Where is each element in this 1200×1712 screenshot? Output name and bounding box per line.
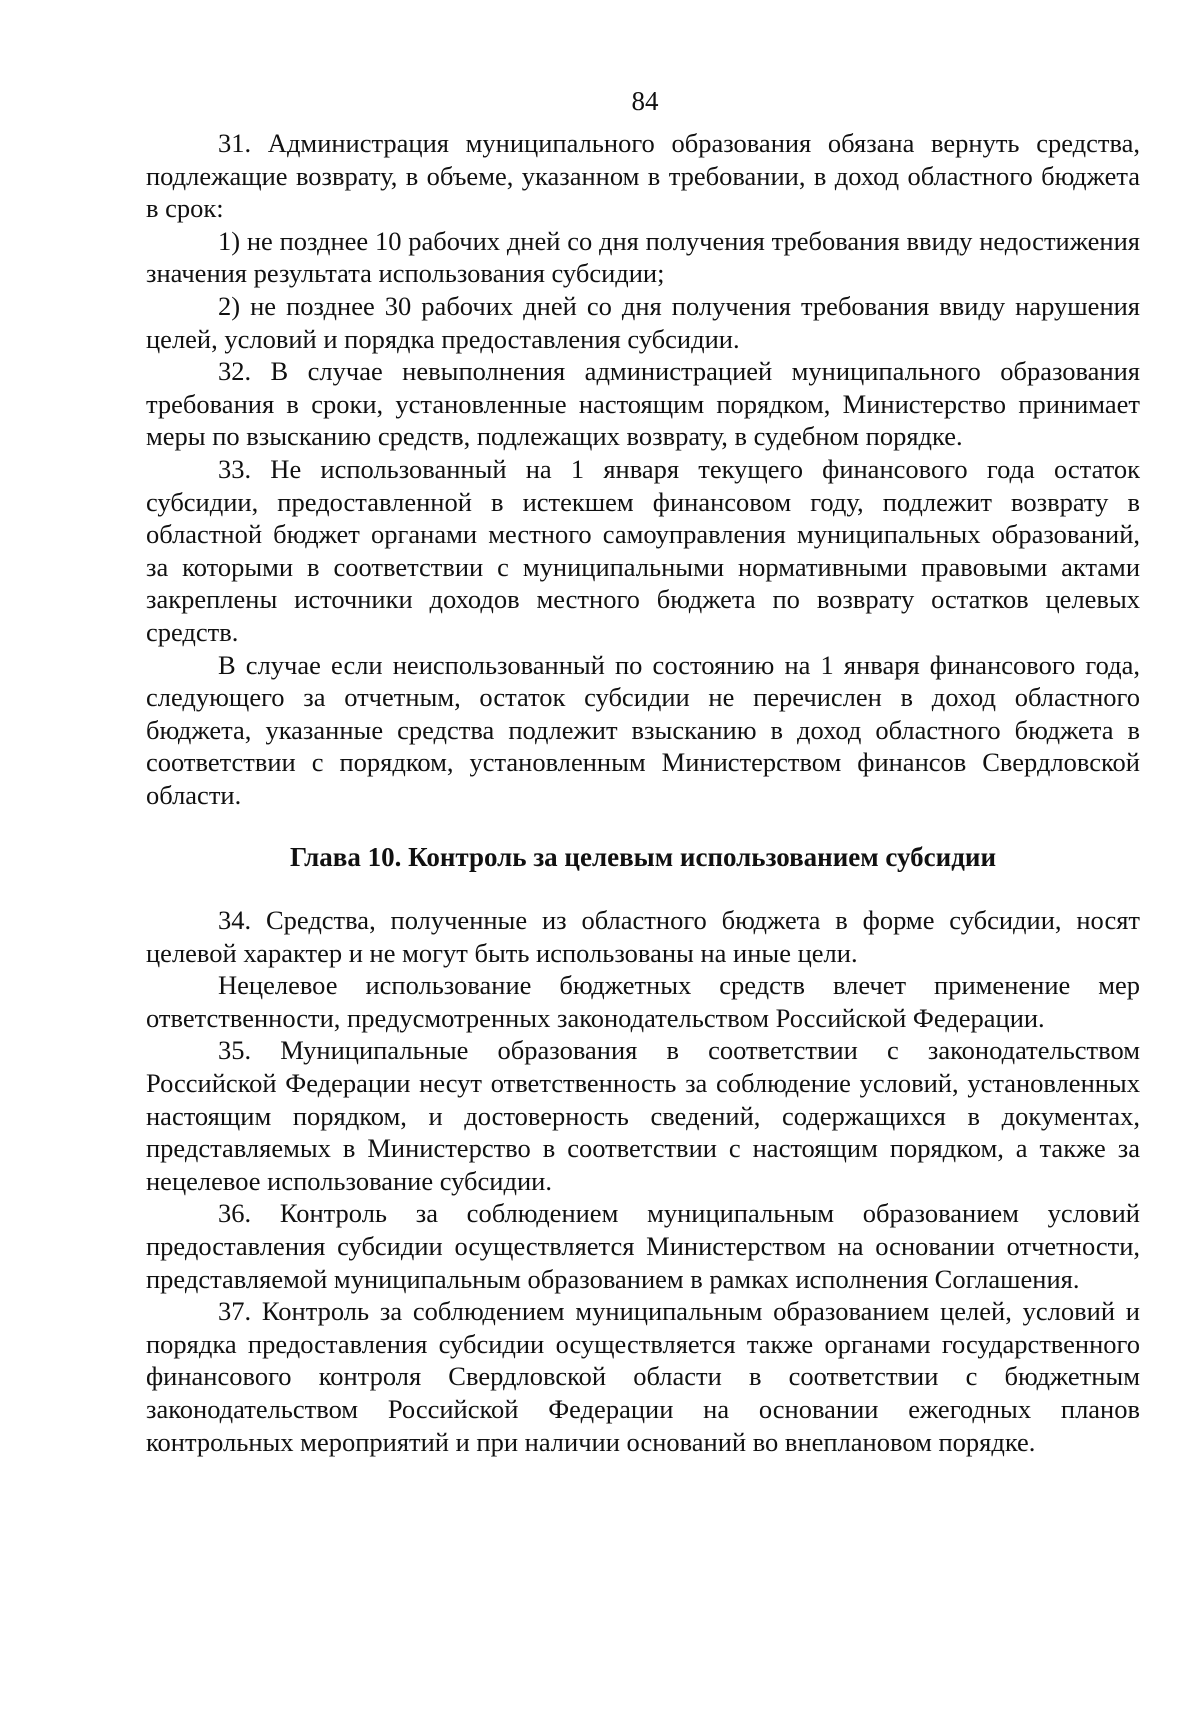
chapter-heading: Глава 10. Контроль за целевым использованием субсидии: [290, 842, 996, 873]
paragraph-32: 32. В случае невыполнения администрацией муниципального образования требования в сроки, установленные настоящим порядком, Министерство принимает меры по взысканию средств, подлежащих возврату, в судебном порядке.: [146, 356, 1140, 452]
paragraph-37: 37. Контроль за соблюдением муниципальным образованием целей, условий и порядка предоставления субсидии осуществляется также органами государственного финансового контроля Свердловской области в соответствии с бюджетным законодательством Российской Федерации на основании ежегодных планов контрольных мероприятий и при наличии оснований во внеплановом порядке.: [146, 1296, 1140, 1457]
paragraph-31: 31. Администрация муниципального образования обязана вернуть средства, подлежащие возврату, в объеме, указанном в требовании, в доход областного бюджета в срок:: [146, 128, 1140, 224]
page-number: 84: [631, 86, 659, 116]
paragraph-31-item-1: 1) не позднее 10 рабочих дней со дня получения требования ввиду недостижения значения результата использования субсидии;: [146, 225, 1140, 289]
paragraph-31-item-2: 2) не позднее 30 рабочих дней со дня получения требования ввиду нарушения целей, условий и порядка предоставления субсидии.: [146, 290, 1140, 354]
paragraph-35: 35. Муниципальные образования в соответствии с законодательством Российской Федерации несут ответственность за соблюдение условий, установленных настоящим порядком, и достоверность сведений, содержащихся в документах, представляемых в Министерство в соответствии с настоящим порядком, а также за нецелевое использование субсидии.: [146, 1035, 1140, 1196]
paragraph-33: 33. Не использованный на 1 января текущего финансового года остаток субсидии, предоставленной в истекшем финансовом году, подлежит возврату в областной бюджет органами местного самоуправления муниципальных образований, за которыми в соответствии с муниципальными нормативными правовыми актами закреплены источники доходов местного бюджета по возврату остатков целевых средств.: [146, 453, 1140, 647]
paragraph-33-continuation: В случае если неиспользованный по состоянию на 1 января финансового года, следующего за отчетным, остаток субсидии не перечислен в доход областного бюджета, указанные средства подлежит взысканию в доход областного бюджета в соответствии с порядком, установленным Министерством финансов Свердловской области.: [146, 649, 1140, 810]
paragraph-34: 34. Средства, полученные из областного бюджета в форме субсидии, носят целевой характер и не могут быть использованы на иные цели.: [146, 905, 1140, 968]
paragraph-34-continuation: Нецелевое использование бюджетных средств влечет применение мер ответственности, предусмотренных законодательством Российской Федерации.: [146, 970, 1140, 1033]
document-body: [146, 127, 1140, 1458]
paragraph-36: 36. Контроль за соблюдением муниципальным образованием условий предоставления субсидии осуществляется Министерством на основании отчетности, представляемой муниципальным образованием в рамках исполнения Соглашения.: [146, 1198, 1140, 1294]
